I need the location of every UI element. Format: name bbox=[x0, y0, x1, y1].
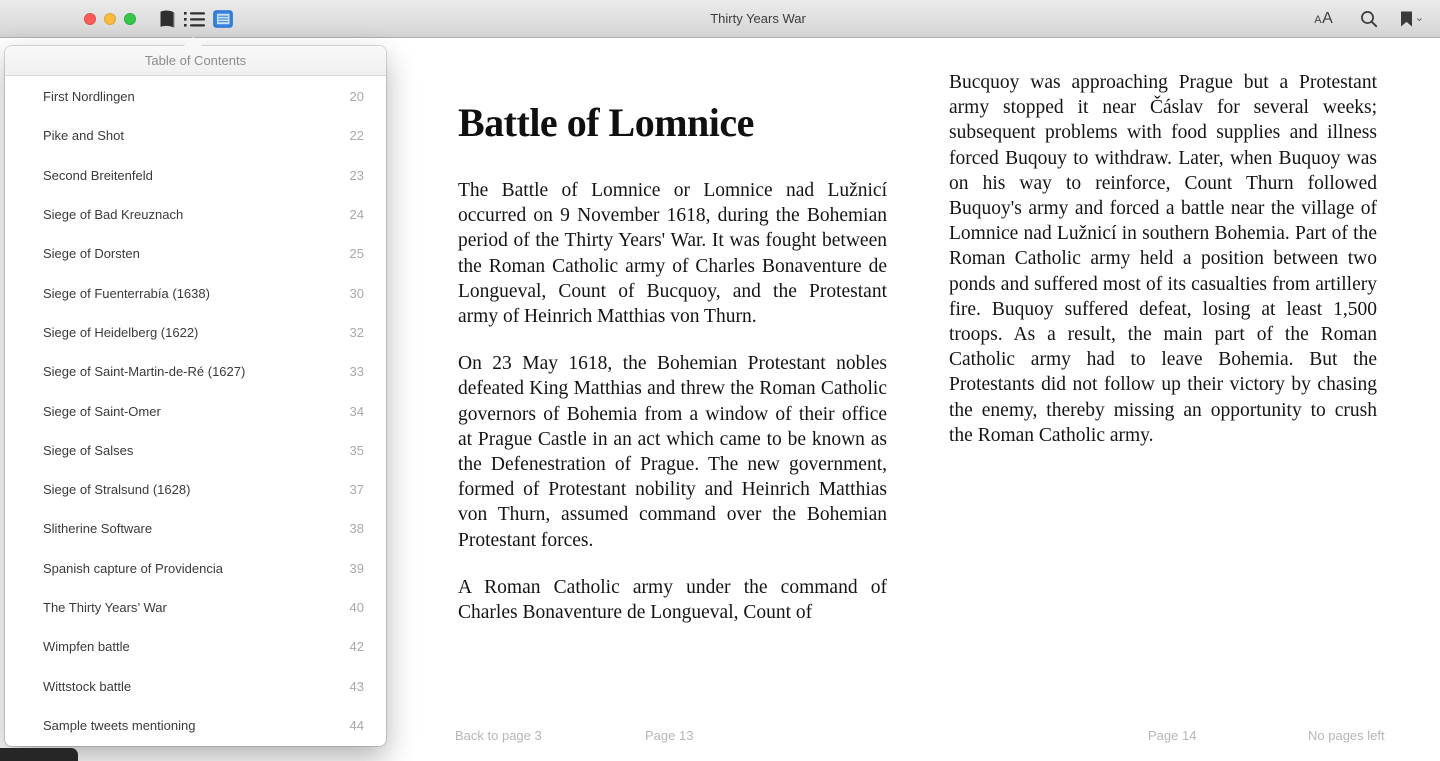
toc-entry-label: Siege of Heidelberg (1622) bbox=[43, 324, 199, 340]
toc-popover bbox=[5, 46, 386, 746]
bookmark-icon bbox=[1400, 11, 1413, 27]
toc-entry-label: Sample tweets mentioning bbox=[43, 717, 196, 733]
popover-arrow bbox=[183, 37, 203, 47]
toc-entry-label: Siege of Stralsund (1628) bbox=[43, 482, 191, 498]
toc-entry[interactable] bbox=[5, 588, 386, 627]
paragraph: A Roman Catholic army under the command of Charles Bonaventure de Longueval, Count of bbox=[458, 576, 887, 624]
pages-left-status: No pages left bbox=[1308, 728, 1385, 743]
toc-entry-label: Wittstock battle bbox=[43, 678, 132, 694]
toc-entry[interactable] bbox=[5, 77, 386, 116]
toc-entry-page-number: 37 bbox=[349, 482, 364, 498]
toc-entry[interactable] bbox=[5, 234, 386, 273]
toc-entry[interactable] bbox=[5, 352, 386, 391]
toolbar bbox=[0, 0, 1440, 38]
toc-entry-label: Pike and Shot bbox=[43, 128, 124, 144]
toc-entry-label: Slitherine Software bbox=[43, 521, 153, 537]
chapter-title: Battle of Lomnice bbox=[458, 100, 754, 145]
toc-entry-page-number: 40 bbox=[349, 600, 364, 615]
toc-entry-page-number: 20 bbox=[349, 89, 364, 105]
paragraph: Bucquoy was approaching Prague but a Protestant army stopped it near Čáslav for several weeks; subsequent problems with food supplies and illness forced Buqouy to withdraw. Later, when Buquoy was on his way to reinforce, Count Thurn followed Buquoy's army and forced a battle near the village of Lomnice nad Lužnicí in southern Bohemia. Part of the Roman Catholic army held a position between two ponds and suffered most of its casualties from artillery fire. Buquoy suffered defeat, losing at least 1,500 troops. As a result, the main part of the Roman Catholic army had to leave Bohemia. But the Protestants did not follow up their victory by chasing the enemy, thereby missing an opportunity to crush the Roman Catholic army. bbox=[949, 72, 1377, 446]
toc-entry[interactable] bbox=[5, 706, 386, 744]
window-title: Thirty Years War bbox=[710, 11, 806, 26]
toc-entry-label: First Nordlingen bbox=[43, 89, 135, 105]
toc-popover-title: Table of Contents bbox=[5, 46, 386, 76]
toc-entry-label: Wimpfen battle bbox=[43, 639, 130, 655]
toc-entry-label: Siege of Dorsten bbox=[43, 246, 140, 262]
toc-entry-label: Second Breitenfeld bbox=[43, 167, 153, 183]
toolbar-right-group bbox=[1310, 0, 1424, 38]
toc-entry[interactable] bbox=[5, 313, 386, 352]
toc-entry-page-number: 24 bbox=[349, 207, 364, 223]
background-window-edge bbox=[0, 748, 78, 761]
toc-entry-page-number: 30 bbox=[349, 285, 364, 301]
toc-entry[interactable] bbox=[5, 195, 386, 234]
left-page-number: Page 13 bbox=[645, 728, 694, 743]
toc-entry[interactable] bbox=[5, 156, 386, 195]
toc-entry-label: Siege of Fuenterrabía (1638) bbox=[43, 285, 210, 301]
toc-entry-page-number: 23 bbox=[349, 167, 364, 183]
appearance-button[interactable] bbox=[1310, 5, 1338, 33]
toc-entry-label: The Thirty Years’ War bbox=[43, 600, 167, 615]
toc-entry-label: Siege of Bad Kreuznach bbox=[43, 207, 184, 223]
toc-entry-page-number: 39 bbox=[349, 560, 364, 576]
toc-entry-label: Siege of Saint-Martin-de-Ré (1627) bbox=[43, 364, 246, 380]
toc-entry[interactable] bbox=[5, 470, 386, 509]
toc-entry[interactable] bbox=[5, 391, 386, 430]
bookmark-button[interactable] bbox=[1400, 11, 1424, 27]
toc-entry-page-number: 38 bbox=[349, 521, 364, 537]
toc-entry-page-number: 35 bbox=[349, 442, 364, 458]
paragraph: On 23 May 1618, the Bohemian Protestant nobles defeated King Matthias and threw the Roman Catholic governors of Bohemia from a window of their office at Prague Castle in an act which came to be known as the Defenestration of Prague. The new government, formed of Protestant nobility and Heinrich Matthias von Thurn, assumed command over the Bohemian Protestant forces. bbox=[458, 353, 887, 551]
toc-entry[interactable] bbox=[5, 116, 386, 155]
search-button[interactable] bbox=[1355, 5, 1383, 33]
toc-entry[interactable] bbox=[5, 431, 386, 470]
toc-entry-label: Siege of Salses bbox=[43, 442, 134, 458]
toc-entry-page-number: 34 bbox=[349, 403, 364, 419]
chevron-down-icon: ⌄ bbox=[1414, 11, 1424, 24]
left-page bbox=[458, 100, 887, 625]
toc-entry-page-number: 32 bbox=[349, 324, 364, 340]
toc-entry-label: Spanish capture of Providencia bbox=[43, 560, 223, 576]
toc-entry[interactable] bbox=[5, 273, 386, 312]
right-page-number: Page 14 bbox=[1148, 728, 1197, 743]
right-page bbox=[949, 70, 1377, 448]
toc-entry-page-number: 43 bbox=[349, 678, 364, 694]
toc-entry[interactable] bbox=[5, 666, 386, 705]
font-size-icon: AA bbox=[1314, 10, 1334, 27]
toc-entry[interactable] bbox=[5, 509, 386, 548]
toc-entry-page-number: 25 bbox=[349, 246, 364, 262]
search-icon bbox=[1360, 10, 1378, 28]
toc-entry-page-number: 42 bbox=[349, 639, 364, 655]
paragraph: The Battle of Lomnice or Lomnice nad Lužnicí occurred on 9 November 1618, during the Bohemian period of the Thirty Years' War. It was fought between the Roman Catholic army of Charles Bonaventure de Longueval, Count of Bucquoy, and the Protestant army of Heinrich Matthias von Thurn. bbox=[458, 180, 887, 328]
toc-entry-page-number: 33 bbox=[349, 364, 364, 380]
toc-entry-page-number: 44 bbox=[349, 717, 364, 733]
toc-entry-label: Siege of Saint-Omer bbox=[43, 403, 161, 419]
toc-list bbox=[5, 77, 386, 744]
toc-entry[interactable] bbox=[5, 549, 386, 588]
left-page-text bbox=[458, 178, 887, 625]
right-page-text bbox=[949, 70, 1377, 448]
toc-entry[interactable] bbox=[5, 627, 386, 666]
back-to-page-link[interactable]: Back to page 3 bbox=[455, 728, 542, 743]
toc-entry-page-number: 22 bbox=[349, 128, 364, 144]
